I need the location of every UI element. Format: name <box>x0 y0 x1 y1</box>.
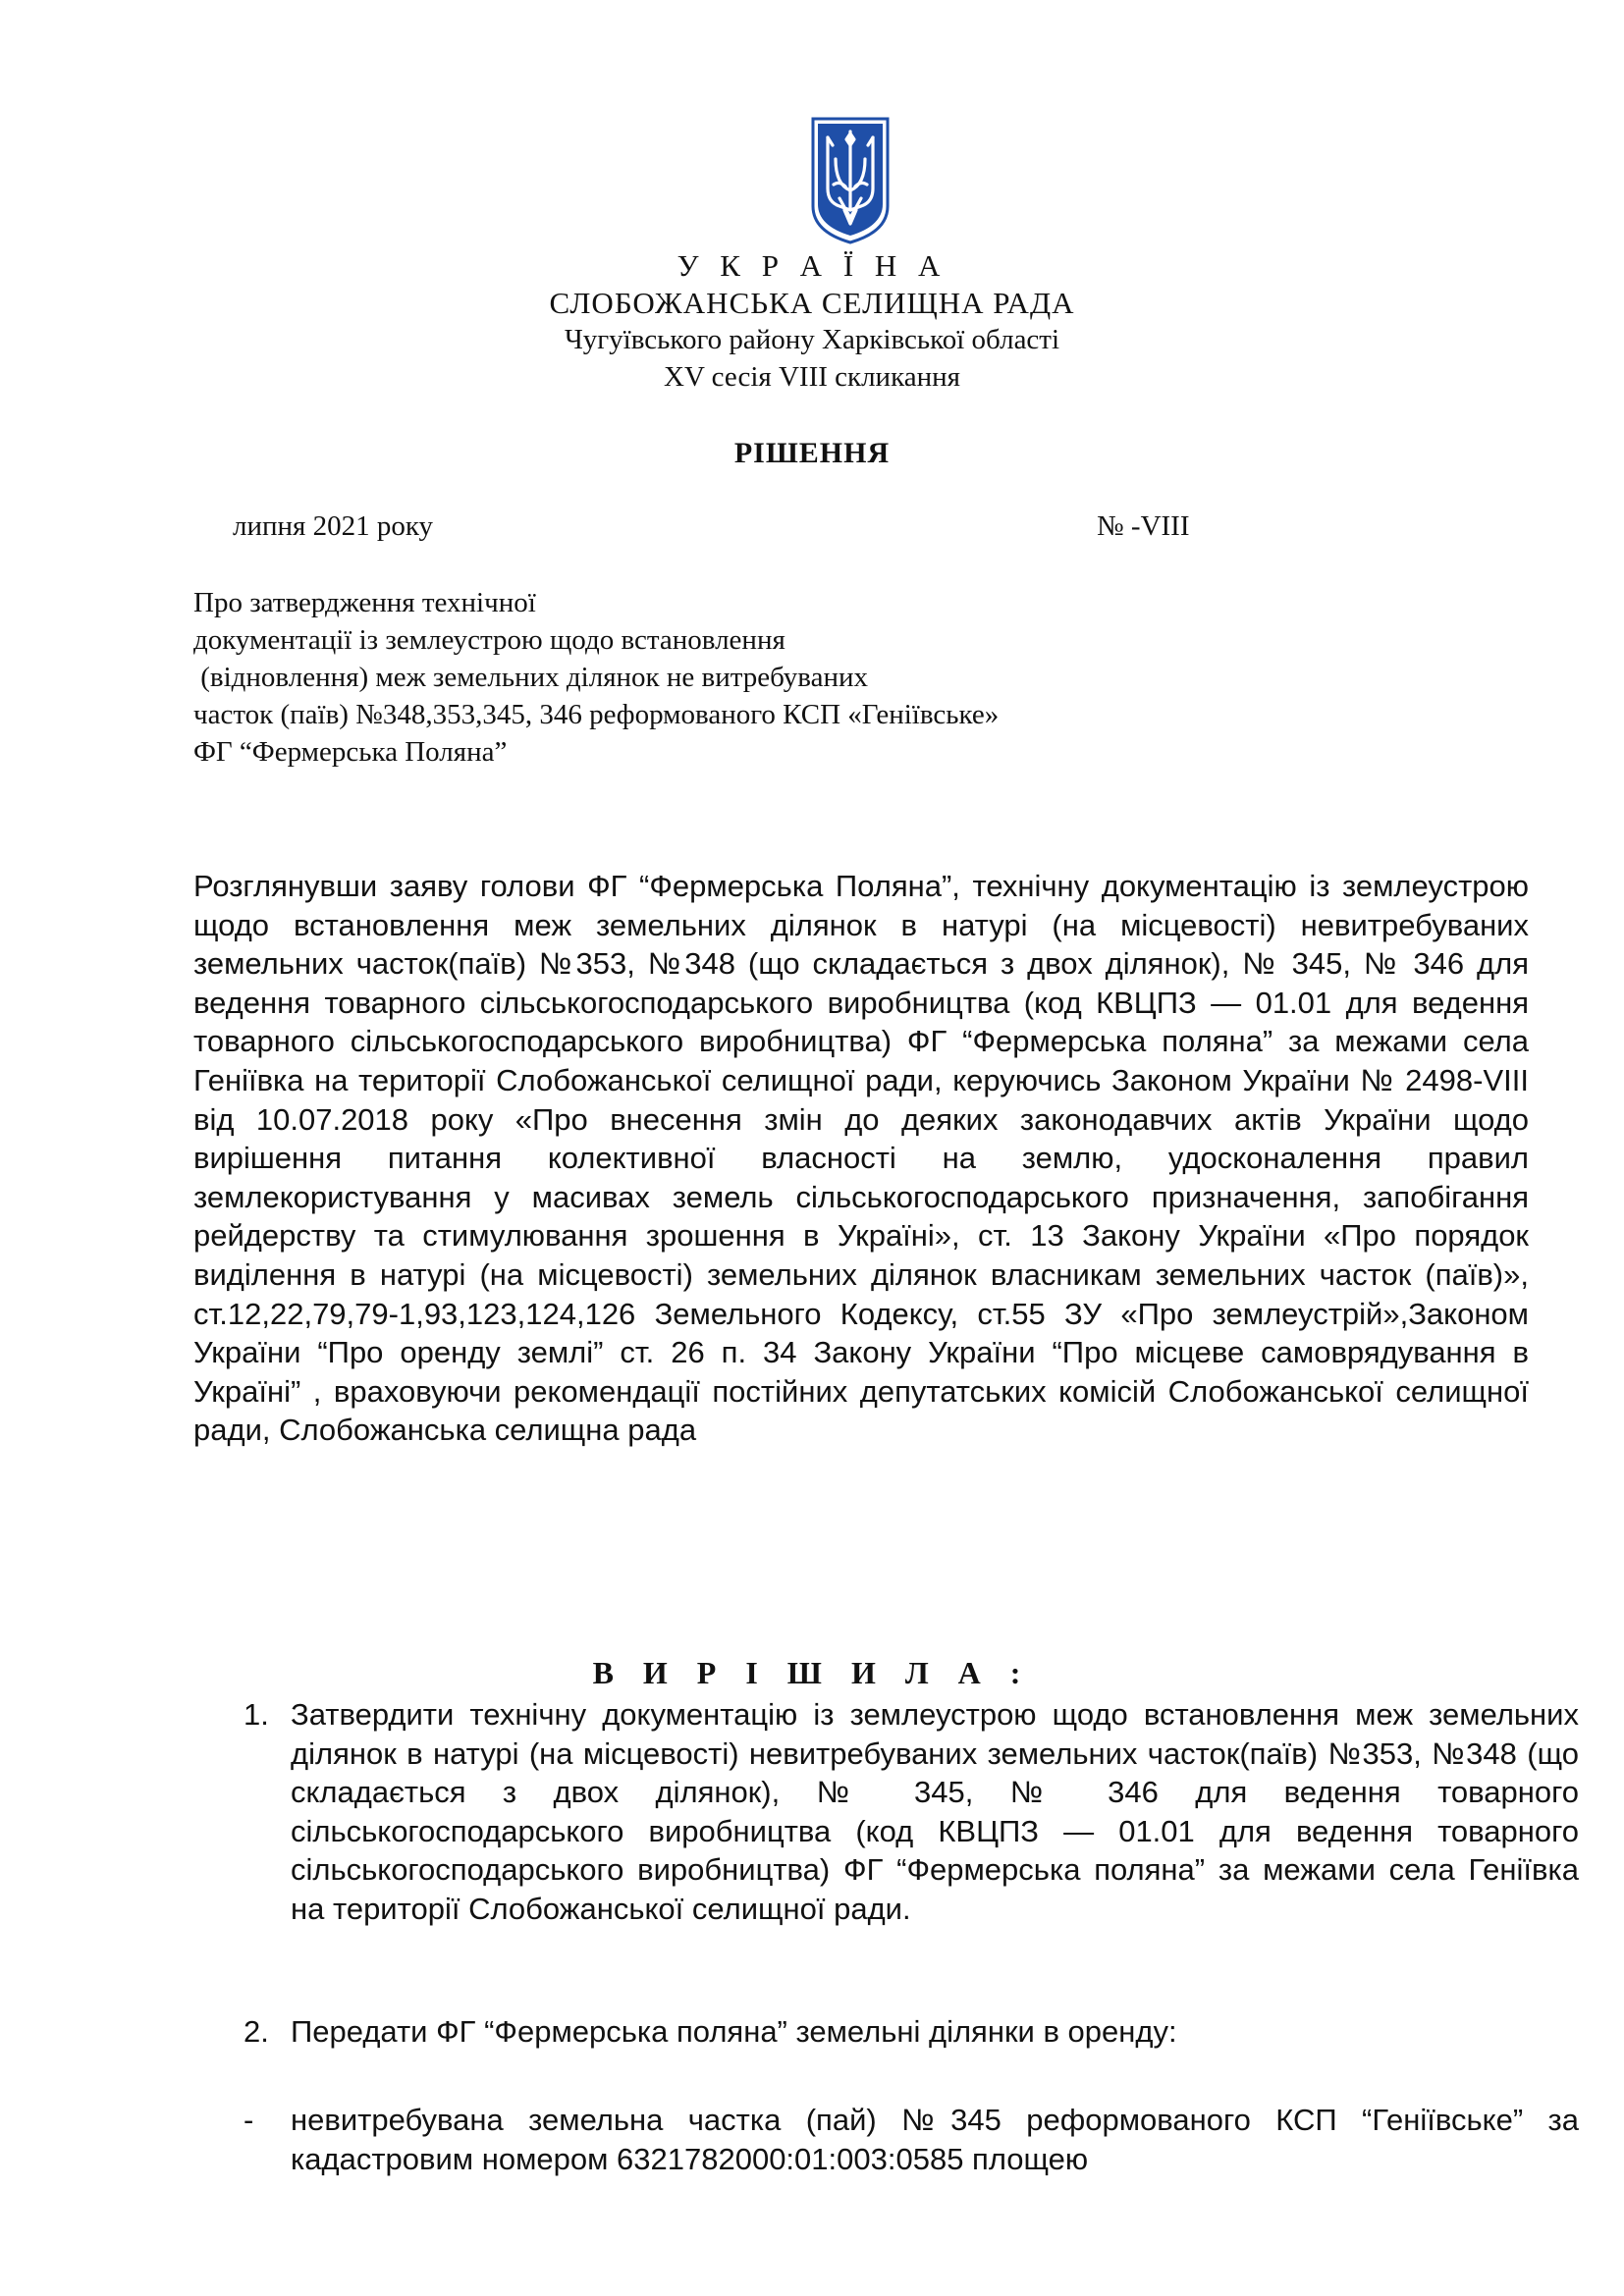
list-item-text: Передати ФГ “Фермерська поляна” земельні ділянки в оренду: <box>291 2014 1177 2049</box>
list-item-text: невитребувана земельна частка (пай) №345 реформованого КСП “Геніївське” за кадастровим номером 6321782000:01:003:0585 площею <box>291 2103 1579 2176</box>
subject-line: ФГ “Фермерська Поляна” <box>193 736 508 768</box>
subject-line: документації із землеустрою щодо встановлення <box>193 624 785 656</box>
subject-line: часток (паїв) №348,353,345, 346 реформованого КСП «Геніївське» <box>193 699 1000 730</box>
district-heading: Чугуївського району Харківської області <box>564 324 1060 355</box>
preamble-paragraph: Розглянувши заяву голови ФГ “Фермерська Поляна”, технічну документацію із землеустрою щодо встановлення меж земельних ділянок в натурі (на місцевості) невитребуваних земельних часток(паїв) №353, №348 (що складається з двох ділянок), № 345, № 346 для ведення товарного сільськогосподарського виробництва (код КВЦПЗ — 01.01 для ведення товарного сільськогосподарського виробництва) ФГ “Фермерська поляна” за межами села Геніївка на території Слобожанської селищної ради, керуючись Законом України № 2498-VIII від 10.07.2018 року «Про внесення змін до деяких законодавчих актів України щодо вирішення питання колективної власності на землю, удосконалення правил землекористування у масивах земель сільськогосподарського призначення, запобігання рейдерству та стимулювання зрошення в Україні», ст. 13 Закону України «Про порядок виділення в натурі (на місцевості) земельних ділянок власникам земельних часток (паїв)», ст.12,22,79,79-1,93,123,124,126 Земельного Кодексу, ст.55 ЗУ «Про землеустрій»,Законом України “Про оренду землі” ст. 26 п. 34 Закону України “Про місцеве самоврядування в Україні” , враховуючи рекомендації постійних депутатських комісій Слобожанської селищної ради, Слобожанська селищна рада <box>193 869 1529 1448</box>
decision-number: № -VIII <box>1097 510 1190 542</box>
country-heading: У К Р А Ї Н А <box>677 248 947 283</box>
list-item-marker: - <box>244 2103 254 2137</box>
subject-line: Про затвердження технічної <box>193 587 536 618</box>
list-item-marker: 1. <box>244 1697 269 1732</box>
list-item <box>244 2012 1579 2054</box>
document-title: РІШЕННЯ <box>733 437 891 469</box>
council-heading: СЛОБОЖАНСЬКА СЕЛИЩНА РАДА <box>549 286 1075 320</box>
resolved-heading: В И Р І Ш И Л А : <box>592 1655 1032 1690</box>
list-item-marker: 2. <box>244 2014 269 2049</box>
subject-line: (відновлення) меж земельних ділянок не витребуваних <box>193 662 869 693</box>
list-item-text: Затвердити технічну документацію із землеустрою щодо встановлення меж земельних ділянок в натурі (на місцевості) невитребуваних земельних часток(паїв) №353, №348 (що складається з двох ділянок), № 345, № 346 для ведення товарного сільськогосподарського виробництва (код КВЦПЗ — 01.01 для ведення товарного сільськогосподарського виробництва) ФГ “Фермерська поляна” за межами села Геніївка на території Слобожанської селищної ради. <box>291 1697 1579 1926</box>
list-item <box>244 1695 1579 2009</box>
subject-block <box>193 584 999 771</box>
decision-date: липня 2021 року <box>233 510 434 542</box>
trident-emblem-icon <box>810 116 891 245</box>
session-heading: XV сесія VIII скликання <box>664 361 960 393</box>
list-item <box>244 2101 1579 2189</box>
